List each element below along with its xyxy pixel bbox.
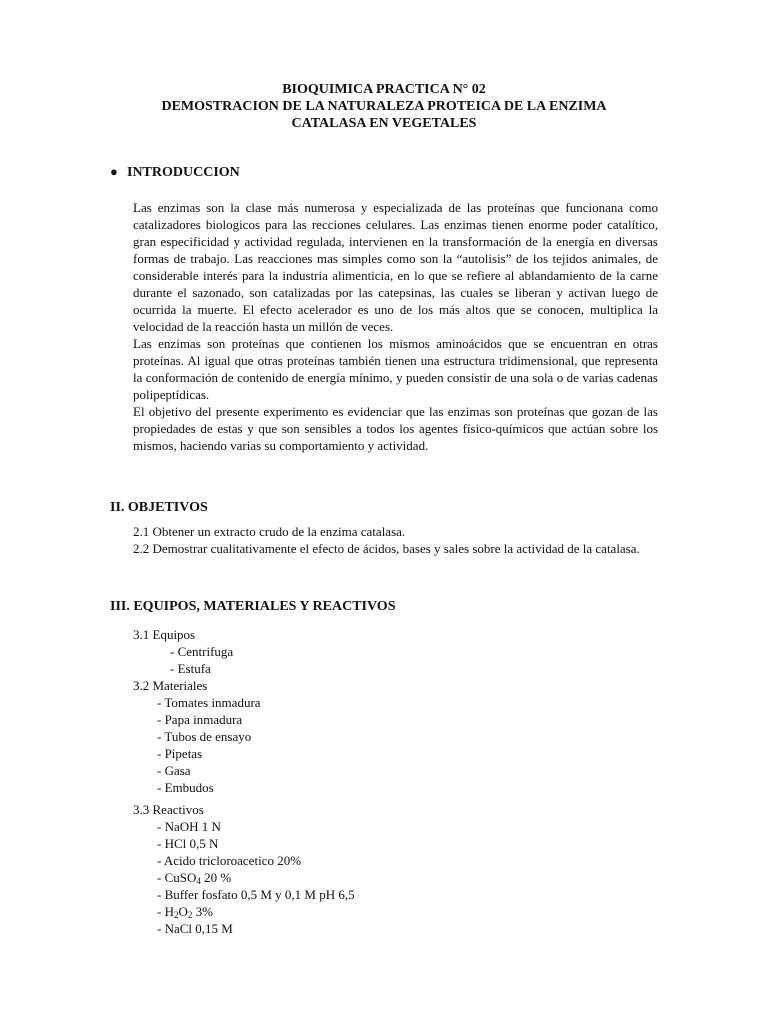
formula-subscript: 4 (196, 876, 201, 886)
list-item (133, 903, 355, 920)
list-item: - Tomates inmadura (157, 695, 261, 710)
formula-text: - H (157, 904, 174, 919)
formula-text: - CuSO (157, 870, 197, 885)
equipos-materiales-reactivos-list (133, 626, 355, 937)
equipos-label: 3.1 Equipos (133, 627, 196, 642)
list-item: - NaOH 1 N (157, 819, 221, 834)
list-item: - Buffer fosfato 0,5 M y 0,1 M pH 6,5 (157, 887, 355, 902)
objetivos-heading: II. OBJETIVOS (110, 500, 208, 515)
formula-subscript: 2 (173, 910, 179, 920)
title-line-1: BIOQUIMICA PRACTICA N° 02 (282, 82, 486, 97)
list-item: - Acido tricloroacetico 20% (157, 853, 302, 868)
intro-paragraph-2: Las enzimas son proteínas que contienen los mismos aminoácidos que se encuentran en otras proteínas. Al igual que otras proteínas también tienen una estructura tridimensional, que representa la conformación de contenido de energía mínimo, y pueden consistir de una sola o de varias cadenas polipeptídicas. (133, 336, 658, 402)
intro-paragraph-1: Las enzimas son la clase más numerosa y especializada de las proteínas que funcionana como catalizadores biologicos para las recciones celulares. Las enzimas tienen enorme poder catalítico, gran especificidad y actividad regulada, intervienen en la transformación de la energía en diversas formas de trabajo. Las reacciones mas simples como son la “autolisis” de los tejidos animales, de considerable interés para la industria alimenticia, en lo que se refiere al ablandamiento de la carne durante el sazonado, son catalizadas por las catepsinas, las cuales se liberan y activan luego de ocurrida la muerte. El efecto acelerador es uno de los más altos que se conocen, multiplica la velocidad de la reacción hasta un millón de veces. (133, 200, 658, 334)
list-item (133, 869, 355, 886)
list-item: - Centrifuga (170, 644, 234, 659)
list-item: - Pipetas (157, 746, 203, 761)
intro-paragraph-3: El objetivo del presente experimento es evidenciar que las enzimas son proteínas que gozan de las propiedades de estas y que son sensibles a todos los agentes físico-químicos que actúan sobre los mismos, haciendo varias su comportamiento y actividad. (133, 404, 658, 453)
formula-text: 3% (192, 904, 213, 919)
list-item: - NaCl 0,15 M (157, 921, 233, 936)
objetivos-list (133, 523, 658, 557)
objetivo-item: 2.2 Demostrar cualitativamente el efecto de ácidos, bases y sales sobre la actividad de la catalasa. (133, 541, 640, 556)
introduccion-heading-text: INTRODUCCION (127, 165, 240, 180)
document-title (100, 81, 668, 132)
reactivos-label: 3.3 Reactivos (133, 802, 204, 817)
list-item: - Papa inmadura (157, 712, 243, 727)
introduccion-body (133, 199, 658, 454)
title-line-3: CATALASA EN VEGETALES (291, 116, 477, 131)
objetivo-item: 2.1 Obtener un extracto crudo de la enzima catalasa. (133, 524, 406, 539)
formula-text: 20 % (200, 870, 232, 885)
list-item: - HCl 0,5 N (157, 836, 219, 851)
introduccion-heading (110, 163, 240, 182)
title-line-2: DEMOSTRACION DE LA NATURALEZA PROTEICA DE LA ENZIMA (161, 99, 607, 114)
equipos-heading: III. EQUIPOS, MATERIALES Y REACTIVOS (110, 599, 396, 614)
bullet-icon: ● (110, 164, 118, 179)
formula-subscript: 2 (187, 910, 193, 920)
materiales-label: 3.2 Materiales (133, 678, 208, 693)
formula-text: O (178, 904, 188, 919)
list-item: - Gasa (157, 763, 191, 778)
list-item: - Estufa (170, 661, 211, 676)
list-item: - Tubos de ensayo (157, 729, 252, 744)
list-item: - Embudos (157, 780, 214, 795)
